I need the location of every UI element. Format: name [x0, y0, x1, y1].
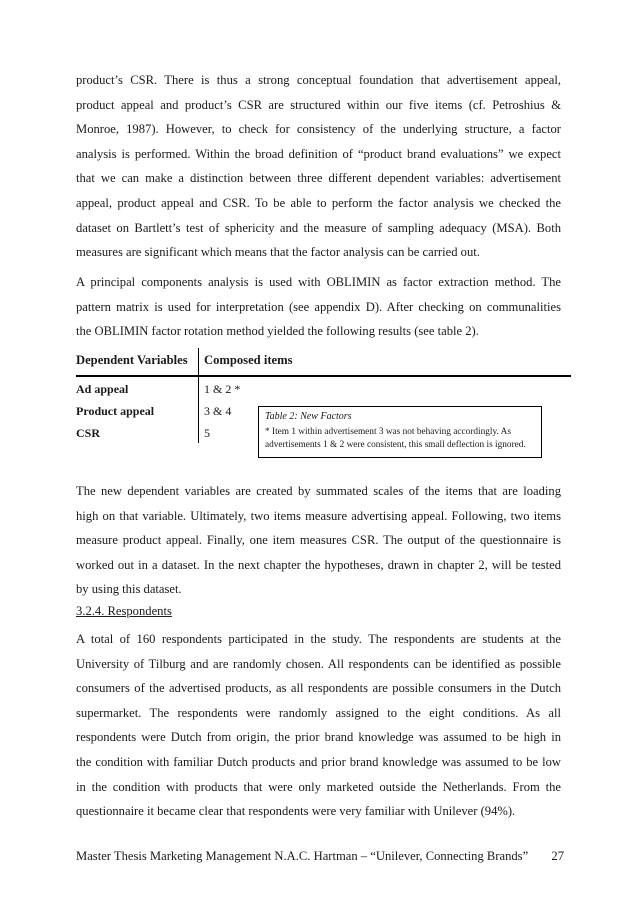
row-items: 1 & 2 * [204, 382, 241, 396]
caption-note: advertisements 1 & 2 were consistent, this small deflection is ignored. [265, 440, 526, 450]
text-line: consumers of the advertised products, as all respondents are possible consumers in the Dutch [76, 681, 561, 696]
text-line: appeal, product appeal and CSR. To be able to perform the factor analysis we checked the [76, 195, 561, 210]
header-dependent-variables: Dependent Variables [76, 353, 188, 367]
paragraph-dependent-variables [76, 479, 561, 602]
paragraph-pca [76, 270, 561, 344]
text-line: the OBLIMIN factor rotation method yielded the following results (see table 2). [76, 324, 479, 339]
footer-text: Master Thesis Marketing Management N.A.C. Hartman – “Unilever, Connecting Brands” [76, 849, 529, 863]
section-heading: 3.2.4. Respondents [76, 604, 172, 618]
row-variable: Product appeal [76, 404, 155, 418]
paragraph-respondents [76, 627, 561, 824]
paragraph-factor-analysis [76, 68, 561, 265]
caption-title: Table 2: New Factors [265, 411, 352, 422]
caption-note: * Item 1 within advertisement 3 was not behaving accordingly. As [265, 427, 511, 437]
table-caption [258, 406, 542, 458]
text-line: The new dependent variables are created by summated scales of the items that are loading [76, 484, 561, 498]
text-line: by using this dataset. [76, 582, 182, 597]
table-header [76, 348, 571, 377]
text-line: supermarket. The respondents were randomly assigned to the eight conditions. As all [76, 705, 561, 720]
text-line: questionnaire it became clear that respondents were very familiar with Unilever (94%). [76, 804, 516, 819]
page-number: 27 [551, 849, 564, 863]
text-line: Monroe, 1987). However, to check for consistency of the underlying structure, a factor [76, 122, 561, 137]
text-line: worked out in a dataset. In the next chapter the hypotheses, drawn in chapter 2, will be tested [76, 557, 561, 572]
text-line: measure product appeal. Finally, one item measures CSR. The output of the questionnaire is [76, 533, 561, 548]
header-composed-items: Composed items [204, 353, 293, 367]
text-line: product’s CSR. There is thus a strong conceptual foundation that advertisement appeal, [76, 73, 561, 87]
row-variable: Ad appeal [76, 382, 129, 396]
text-line: University of Tilburg and are randomly chosen. All respondents can be identified as possible [76, 656, 561, 671]
text-line: dataset on Bartlett’s test of sphericity and the measure of sampling adequacy (MSA). Both [76, 220, 561, 235]
row-items: 3 & 4 [204, 404, 232, 418]
text-line: in the condition with products that were only marketed outside the Netherlands. From the [76, 779, 561, 794]
text-line: A total of 160 respondents participated in the study. The respondents are students at the [76, 632, 561, 646]
text-line: pattern matrix is used for interpretation (see appendix D). After checking on communalities [76, 299, 561, 314]
row-variable: CSR [76, 426, 101, 440]
text-line: respondents were Dutch from origin, the prior brand knowledge was assumed to be high in [76, 730, 561, 745]
table-row [76, 377, 571, 399]
row-items: 5 [204, 426, 210, 440]
text-line: that we can make a distinction between three different dependent variables: advertisement [76, 171, 561, 186]
page-footer [76, 849, 566, 864]
text-line: analysis is performed. Within the broad definition of “product brand evaluations” we expect [76, 146, 561, 161]
text-line: the condition with familiar Dutch products and prior brand knowledge was assumed to be low [76, 754, 561, 769]
text-line: product appeal and product’s CSR are structured within our five items (cf. Petroshius & [76, 97, 561, 112]
text-line: high on that variable. Ultimately, two items measure advertising appeal. Following, two items [76, 508, 561, 523]
factors-table [76, 348, 571, 450]
text-line: measures are significant which means that the factor analysis can be carried out. [76, 245, 480, 260]
text-line: A principal components analysis is used with OBLIMIN as factor extraction method. The [76, 275, 561, 289]
